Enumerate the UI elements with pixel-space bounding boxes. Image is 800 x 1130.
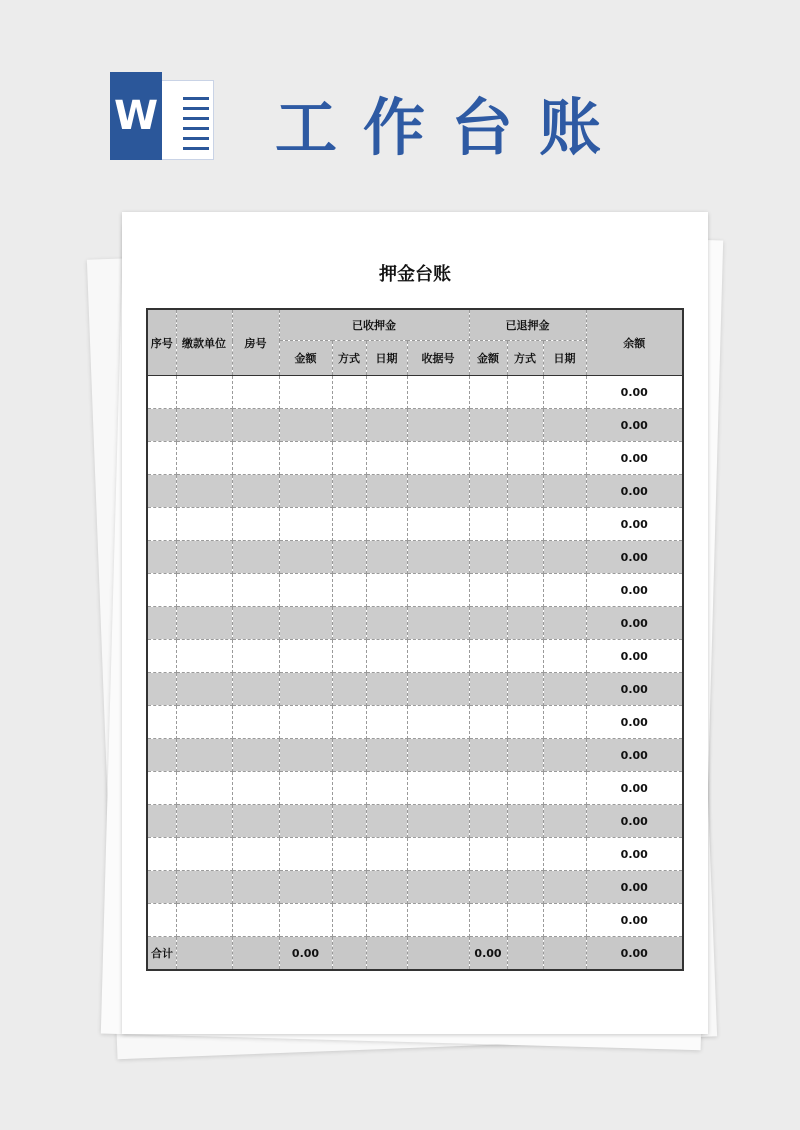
balance-cell: 0.00	[586, 607, 683, 640]
table-cell	[176, 574, 232, 607]
table-cell	[366, 508, 407, 541]
table-row	[147, 376, 683, 409]
table-row	[147, 607, 683, 640]
header-seq: 序号	[147, 309, 176, 376]
table-cell	[147, 739, 176, 772]
table-cell	[147, 772, 176, 805]
table-cell	[407, 574, 469, 607]
table-cell	[147, 475, 176, 508]
table-row	[147, 508, 683, 541]
table-cell	[543, 442, 586, 475]
table-cell	[147, 805, 176, 838]
header-received-amount: 金额	[279, 341, 332, 376]
table-cell	[332, 475, 366, 508]
table-cell	[507, 541, 543, 574]
table-cell	[469, 871, 507, 904]
balance-cell: 0.00	[586, 475, 683, 508]
header-payer: 缴款单位	[176, 309, 232, 376]
table-cell	[232, 574, 279, 607]
table-cell	[469, 739, 507, 772]
table-cell	[469, 904, 507, 937]
table-cell	[279, 673, 332, 706]
table-cell	[147, 442, 176, 475]
table-cell	[507, 442, 543, 475]
table-cell	[176, 904, 232, 937]
table-cell	[147, 673, 176, 706]
table-cell	[366, 409, 407, 442]
table-cell	[176, 541, 232, 574]
table-cell	[407, 772, 469, 805]
table-cell	[507, 574, 543, 607]
table-cell	[407, 706, 469, 739]
table-cell	[407, 838, 469, 871]
table-cell	[507, 409, 543, 442]
header-balance: 余额	[586, 309, 683, 376]
table-cell	[176, 739, 232, 772]
table-cell	[332, 805, 366, 838]
table-cell	[279, 475, 332, 508]
table-cell	[469, 673, 507, 706]
table-row	[147, 574, 683, 607]
table-cell	[232, 772, 279, 805]
table-cell	[147, 508, 176, 541]
table-cell	[507, 805, 543, 838]
total-cell	[543, 937, 586, 971]
table-row	[147, 838, 683, 871]
table-cell	[332, 376, 366, 409]
table-cell	[332, 442, 366, 475]
table-cell	[176, 409, 232, 442]
balance-cell: 0.00	[586, 871, 683, 904]
table-row	[147, 739, 683, 772]
table-cell	[407, 607, 469, 640]
table-cell	[332, 541, 366, 574]
table-cell	[366, 871, 407, 904]
table-cell	[366, 607, 407, 640]
table-cell	[232, 640, 279, 673]
table-row	[147, 805, 683, 838]
table-cell	[279, 376, 332, 409]
balance-cell: 0.00	[586, 409, 683, 442]
table-cell	[543, 805, 586, 838]
table-cell	[469, 640, 507, 673]
table-cell	[407, 673, 469, 706]
table-cell	[332, 904, 366, 937]
table-cell	[366, 376, 407, 409]
table-cell	[366, 475, 407, 508]
table-cell	[147, 838, 176, 871]
table-cell	[469, 706, 507, 739]
balance-cell: 0.00	[586, 706, 683, 739]
table-cell	[469, 376, 507, 409]
word-icon	[110, 72, 214, 160]
balance-cell: 0.00	[586, 574, 683, 607]
table-cell	[469, 838, 507, 871]
header-received-group: 已收押金	[279, 309, 469, 341]
table-cell	[366, 640, 407, 673]
total-received-amount: 0.00	[279, 937, 332, 971]
table-cell	[469, 772, 507, 805]
header-received-method: 方式	[332, 341, 366, 376]
table-cell	[366, 673, 407, 706]
table-cell	[176, 838, 232, 871]
table-cell	[407, 376, 469, 409]
table-cell	[469, 607, 507, 640]
table-cell	[407, 508, 469, 541]
table-cell	[176, 772, 232, 805]
table-cell	[543, 607, 586, 640]
table-cell	[366, 541, 407, 574]
table-cell	[279, 805, 332, 838]
table-cell	[176, 640, 232, 673]
table-cell	[366, 574, 407, 607]
total-cell	[407, 937, 469, 971]
table-cell	[469, 574, 507, 607]
table-row	[147, 541, 683, 574]
total-cell	[232, 937, 279, 971]
header-refunded-amount: 金额	[469, 341, 507, 376]
table-cell	[279, 739, 332, 772]
table-cell	[279, 904, 332, 937]
table-cell	[232, 838, 279, 871]
table-cell	[232, 409, 279, 442]
table-cell	[543, 475, 586, 508]
table-cell	[407, 739, 469, 772]
balance-cell: 0.00	[586, 508, 683, 541]
total-cell	[366, 937, 407, 971]
table-cell	[507, 772, 543, 805]
balance-cell: 0.00	[586, 673, 683, 706]
table-cell	[543, 772, 586, 805]
table-cell	[366, 805, 407, 838]
header-banner	[0, 0, 800, 190]
balance-cell: 0.00	[586, 805, 683, 838]
table-cell	[232, 739, 279, 772]
table-cell	[147, 607, 176, 640]
table-cell	[279, 541, 332, 574]
table-row	[147, 409, 683, 442]
table-cell	[407, 442, 469, 475]
table-cell	[332, 409, 366, 442]
table-cell	[407, 475, 469, 508]
table-cell	[232, 904, 279, 937]
total-label: 合计	[147, 937, 176, 971]
ledger-body	[147, 376, 683, 937]
table-cell	[232, 442, 279, 475]
table-cell	[543, 640, 586, 673]
table-cell	[232, 475, 279, 508]
table-cell	[507, 640, 543, 673]
table-cell	[279, 508, 332, 541]
word-logo-letter: W	[110, 72, 162, 160]
total-cell	[332, 937, 366, 971]
table-cell	[543, 904, 586, 937]
balance-cell: 0.00	[586, 772, 683, 805]
table-row	[147, 904, 683, 937]
table-cell	[366, 838, 407, 871]
table-cell	[147, 640, 176, 673]
table-cell	[176, 508, 232, 541]
table-cell	[469, 409, 507, 442]
table-cell	[366, 772, 407, 805]
table-cell	[507, 376, 543, 409]
table-cell	[543, 739, 586, 772]
table-cell	[279, 442, 332, 475]
table-row	[147, 673, 683, 706]
table-cell	[279, 409, 332, 442]
table-cell	[407, 805, 469, 838]
table-cell	[332, 871, 366, 904]
header-refunded-method: 方式	[507, 341, 543, 376]
table-cell	[507, 607, 543, 640]
document-title: 押金台账	[379, 264, 451, 285]
table-cell	[469, 442, 507, 475]
total-balance: 0.00	[586, 937, 683, 971]
table-cell	[469, 805, 507, 838]
table-cell	[147, 706, 176, 739]
table-cell	[332, 574, 366, 607]
table-cell	[507, 508, 543, 541]
document-page	[122, 212, 708, 1034]
table-cell	[469, 508, 507, 541]
table-cell	[176, 805, 232, 838]
table-cell	[543, 706, 586, 739]
table-cell	[543, 508, 586, 541]
table-cell	[232, 607, 279, 640]
table-cell	[232, 871, 279, 904]
table-cell	[507, 673, 543, 706]
table-cell	[407, 871, 469, 904]
table-cell	[332, 508, 366, 541]
table-cell	[543, 376, 586, 409]
table-cell	[507, 475, 543, 508]
table-cell	[366, 442, 407, 475]
table-cell	[176, 442, 232, 475]
balance-cell: 0.00	[586, 640, 683, 673]
table-cell	[176, 673, 232, 706]
table-cell	[332, 739, 366, 772]
table-cell	[279, 706, 332, 739]
table-cell	[507, 871, 543, 904]
table-cell	[279, 772, 332, 805]
table-cell	[507, 739, 543, 772]
header-refunded-date: 日期	[543, 341, 586, 376]
table-cell	[407, 904, 469, 937]
table-cell	[469, 541, 507, 574]
table-cell	[232, 706, 279, 739]
table-cell	[176, 475, 232, 508]
header-refunded-group: 已退押金	[469, 309, 586, 341]
total-cell	[507, 937, 543, 971]
table-cell	[232, 376, 279, 409]
table-cell	[147, 409, 176, 442]
table-cell	[232, 541, 279, 574]
table-cell	[232, 805, 279, 838]
table-cell	[332, 706, 366, 739]
table-row	[147, 772, 683, 805]
table-cell	[366, 739, 407, 772]
total-cell	[176, 937, 232, 971]
table-cell	[407, 640, 469, 673]
table-cell	[366, 706, 407, 739]
table-cell	[507, 838, 543, 871]
header-room: 房号	[232, 309, 279, 376]
balance-cell: 0.00	[586, 541, 683, 574]
table-row	[147, 871, 683, 904]
table-cell	[543, 541, 586, 574]
total-refunded-amount: 0.00	[469, 937, 507, 971]
table-cell	[543, 574, 586, 607]
table-cell	[332, 640, 366, 673]
table-cell	[407, 409, 469, 442]
table-cell	[543, 838, 586, 871]
balance-cell: 0.00	[586, 904, 683, 937]
table-cell	[543, 409, 586, 442]
table-cell	[366, 904, 407, 937]
table-cell	[407, 541, 469, 574]
table-cell	[332, 673, 366, 706]
header-received-date: 日期	[366, 341, 407, 376]
table-cell	[147, 541, 176, 574]
table-cell	[469, 475, 507, 508]
table-cell	[543, 673, 586, 706]
balance-cell: 0.00	[586, 739, 683, 772]
table-cell	[543, 871, 586, 904]
table-row	[147, 475, 683, 508]
table-cell	[507, 904, 543, 937]
balance-cell: 0.00	[586, 442, 683, 475]
total-row	[147, 937, 683, 971]
table-cell	[147, 904, 176, 937]
balance-cell: 0.00	[586, 838, 683, 871]
table-cell	[147, 871, 176, 904]
table-cell	[332, 772, 366, 805]
deposit-ledger-table	[146, 308, 684, 971]
table-cell	[147, 376, 176, 409]
table-cell	[176, 376, 232, 409]
table-cell	[279, 640, 332, 673]
table-row	[147, 640, 683, 673]
table-cell	[279, 838, 332, 871]
table-cell	[176, 871, 232, 904]
table-cell	[176, 706, 232, 739]
table-cell	[507, 706, 543, 739]
table-cell	[279, 607, 332, 640]
table-row	[147, 706, 683, 739]
table-cell	[147, 574, 176, 607]
header-receipt-no: 收据号	[407, 341, 469, 376]
table-cell	[232, 508, 279, 541]
table-row	[147, 442, 683, 475]
table-cell	[232, 673, 279, 706]
table-cell	[279, 574, 332, 607]
table-cell	[279, 871, 332, 904]
balance-cell: 0.00	[586, 376, 683, 409]
table-cell	[176, 607, 232, 640]
table-cell	[332, 607, 366, 640]
table-cell	[332, 838, 366, 871]
header-title: 工作台账	[275, 91, 628, 164]
